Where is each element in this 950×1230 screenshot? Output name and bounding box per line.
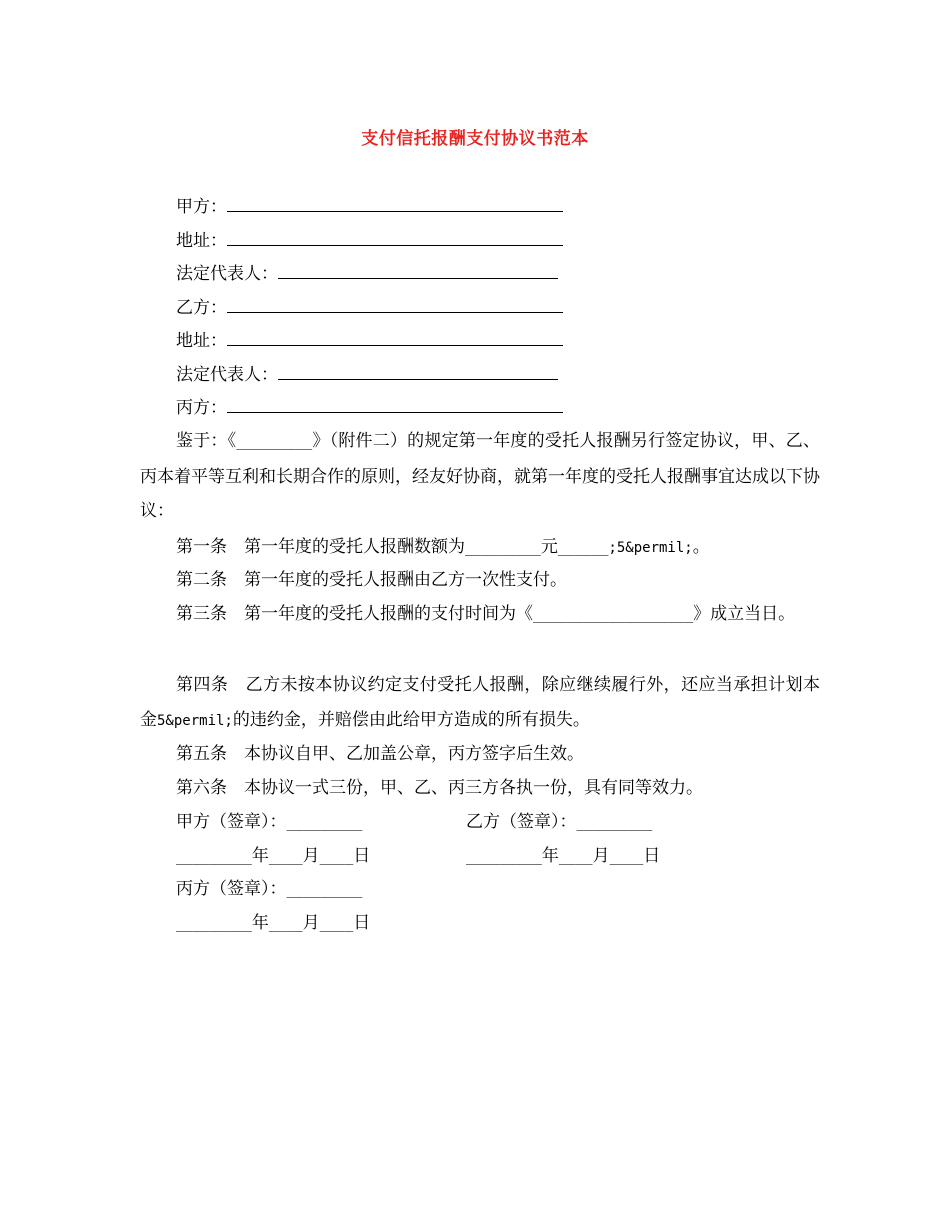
- fill-blank: _________: [576, 815, 653, 831]
- fill-blank: ____: [319, 916, 354, 932]
- article-text: 第三条 第一年度的受托人报酬的支付时间为《: [176, 604, 533, 624]
- fill-blank: ____: [319, 849, 354, 865]
- fill-blank: _________: [176, 916, 252, 932]
- party-label: 乙方：: [176, 298, 227, 318]
- fill-blank: [278, 264, 558, 279]
- party-line-address-1: [176, 231, 563, 251]
- fill-blank: ___________________: [533, 607, 694, 623]
- preamble-text: 》（附件二）的规定第一年度的受托人报酬另行签定协议，甲、乙、丙本着平等互利和长期合作的原则，经友好协商，就第一年度的受托人报酬事宜达成以下协议：: [140, 431, 821, 521]
- article-6: 第六条 本协议一式三份，甲、乙、丙三方各执一份，具有同等效力。: [176, 778, 703, 798]
- party-label: 地址：: [176, 231, 227, 251]
- date-unit: 日: [353, 913, 371, 933]
- article-text: 》成立当日。: [693, 604, 796, 624]
- fill-blank: [278, 365, 558, 380]
- fill-blank: _________: [286, 815, 363, 831]
- date-unit: 月: [302, 913, 320, 933]
- fill-blank: _________: [286, 882, 363, 898]
- date-line-c: [176, 913, 370, 934]
- fill-blank: [227, 197, 563, 212]
- fill-blank: _________: [176, 849, 252, 865]
- article-2: 第二条 第一年度的受托人报酬由乙方一次性支付。: [176, 570, 567, 590]
- article-1: [140, 530, 820, 566]
- article-text: 。: [692, 537, 710, 557]
- date-unit: 月: [592, 846, 610, 866]
- date-line-a: [176, 846, 370, 867]
- date-unit: 日: [643, 846, 661, 866]
- fill-blank: [227, 398, 563, 413]
- article-3: [140, 597, 820, 633]
- article-text: 第一条 第一年度的受托人报酬数额为: [176, 537, 465, 557]
- fill-blank: [227, 331, 563, 346]
- article-5: 第五条 本协议自甲、乙加盖公章，丙方签字后生效。: [176, 744, 584, 764]
- fill-blank: _________: [236, 434, 313, 450]
- signature-party-a: [176, 812, 362, 833]
- signature-label: 丙方（签章）：: [176, 879, 287, 899]
- date-line-b: [466, 846, 660, 867]
- party-line-yi: [176, 298, 563, 318]
- article-text: 的违约金，并赔偿由此给甲方造成的所有损失。: [232, 709, 590, 730]
- article-text: 第四条 乙方未按本协议约定支付受托人报酬，除应继续履行外，还应当承担计划本金: [140, 675, 820, 730]
- signature-party-b: [466, 812, 652, 833]
- date-unit: 年: [541, 846, 559, 866]
- article-4: [140, 668, 820, 738]
- preamble-text: 鉴于：《: [176, 431, 237, 451]
- signature-label: 乙方（签章）：: [466, 812, 577, 832]
- fill-blank: ____: [268, 916, 303, 932]
- document-title: 支付信托报酬支付协议书范本: [361, 129, 589, 149]
- party-line-rep-1: [176, 264, 558, 284]
- date-unit: 日: [353, 846, 371, 866]
- date-unit: 月: [302, 846, 320, 866]
- party-line-rep-2: [176, 365, 558, 385]
- party-label: 丙方：: [176, 398, 227, 418]
- signature-party-c: [176, 879, 362, 900]
- fill-blank: ______;5&permil;: [557, 540, 693, 556]
- fill-blank: ____: [558, 849, 593, 865]
- fill-blank: [227, 298, 563, 313]
- article-code: 5&permil;: [157, 712, 233, 729]
- fill-blank: _________: [465, 540, 541, 556]
- party-label: 法定代表人：: [176, 264, 278, 284]
- party-label: 地址：: [176, 331, 227, 351]
- signature-label: 甲方（签章）：: [176, 812, 287, 832]
- date-unit: 年: [251, 913, 269, 933]
- party-line-jia: [176, 197, 563, 217]
- party-line-bing: [176, 398, 563, 418]
- fill-blank: ____: [609, 849, 644, 865]
- party-label: 法定代表人：: [176, 365, 278, 385]
- fill-blank: ____: [268, 849, 303, 865]
- preamble-paragraph: [140, 424, 820, 529]
- fill-blank: [227, 231, 563, 246]
- party-label: 甲方：: [176, 197, 227, 217]
- article-text: 元: [540, 537, 558, 557]
- date-unit: 年: [251, 846, 269, 866]
- party-line-address-2: [176, 331, 563, 351]
- fill-blank: _________: [466, 849, 542, 865]
